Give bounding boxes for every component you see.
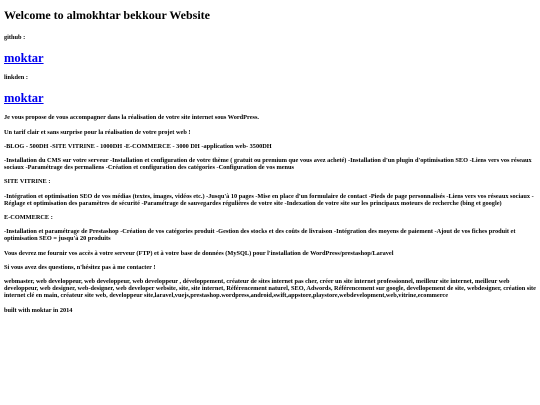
ecommerce-heading: E-COMMERCE :	[4, 214, 53, 222]
requirements-text: Vous devrez me fournir vos accès à votre serveur (FTP) et à votre base de données (MySQL) pour l'installation de WordPress/prestashop/Laravel	[4, 249, 394, 257]
pricing-line: -BLOG - 500DH -SITE VITRINE - 1000DH -E-COMMERCE - 3000 DH -application web- 3500DH	[4, 142, 272, 150]
linkedin-link[interactable]: moktar	[4, 91, 44, 106]
footer-text: built with moktar in 2014	[4, 306, 73, 314]
page-title: Welcome to almokhtar bekkour Website	[4, 8, 211, 22]
blog-features: -Installation du CMS sur votre serveur -Installation et configuration de votre thème ( gratuit ou premium que vous avez acheté) -Installation d'un plugin d'optimisation SEO -Liens vers vos réseaux sociaux -Paramétrage des permaliens -Création et configuration des catégories -Configuration de vos menus	[4, 157, 532, 172]
ecommerce-features: -Installation et paramétrage de Prestashop -Création de vos catégories produit -Gestion des stocks et des coûts de livraison -Intégration des moyens de paiement -Ajout de vos fiches produit et optimisation SEO = jusqu'à 20 produits	[4, 228, 516, 243]
contact-text: Si vous avez des questions, n'hésitez pas à me contacter !	[4, 263, 156, 271]
intro-line-2: Un tarif clair et sans surprise pour la réalisation de votre projet web !	[4, 128, 191, 136]
vitrine-heading: SITE VITRINE :	[4, 178, 51, 186]
github-label: github :	[4, 34, 26, 41]
github-link[interactable]: moktar	[4, 51, 44, 66]
intro-line-1: Je vous propose de vous accompagner dans la réalisation de votre site internet sous WordPress.	[4, 114, 259, 122]
keywords-text: webmaster, web developpeur, web developpeur, web developpeur , développement, créateur de sites internet pas cher, créer un site internet professionnel, meilleur site internet, meilleur web developpeur, web designer, web-designer, web developer website, site, site internet, Référencement naturel, SEO, Adwords, Référencement sur google, devellopement de site, webdesigner, création site internet clé en main, créateur site web, developpeur site,laravel,vuejs,prestashop.wordpress,android,swift,appstore,playstore,webdevelopment,web,vitrine,ecommerce	[4, 278, 536, 300]
linkedin-label: linkden :	[4, 74, 28, 82]
vitrine-features: -Intégration et optimisation SEO de vos médias (textes, images, vidéos etc.) -Jusqu'à 10 pages -Mise en place d'un formulaire de contact -Pieds de page personnalisés -Liens vers vos réseaux sociaux -Réglage et optimisation des paramètres de sécurité -Paramétrage de sauvegardes régulières de votre site -Indexation de votre site sur les principaux moteurs de recherche (bing et google)	[4, 192, 534, 207]
